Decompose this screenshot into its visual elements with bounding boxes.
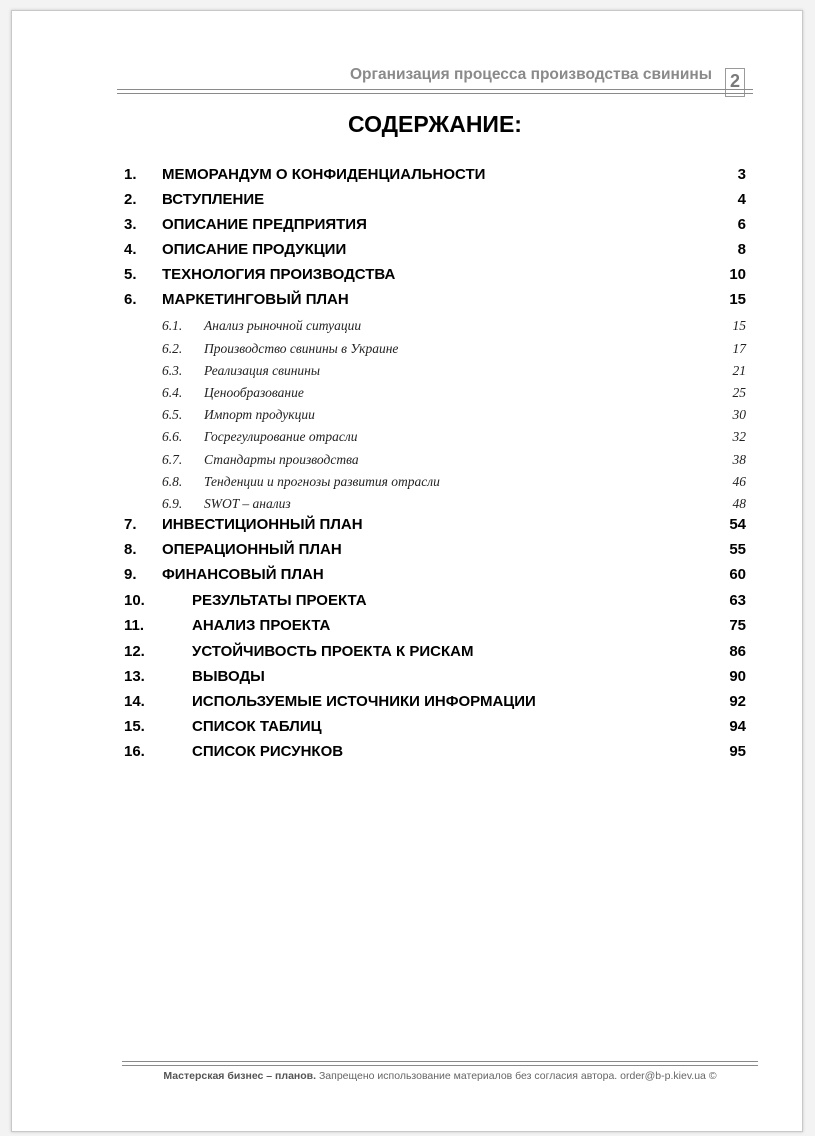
toc-entry-title: Импорт продукции bbox=[204, 407, 315, 422]
toc-entry[interactable] bbox=[124, 240, 746, 260]
toc-entry-page: 75 bbox=[729, 617, 746, 634]
toc-entry-title: Реализация свинины bbox=[204, 363, 321, 378]
toc-entry-title: Госрегулирование отрасли bbox=[204, 429, 358, 444]
toc-entry-number: 2. bbox=[124, 191, 137, 208]
toc-entry-page: 54 bbox=[729, 516, 746, 533]
toc-entry-number: 9. bbox=[124, 566, 137, 583]
toc-subentry[interactable] bbox=[124, 450, 746, 470]
toc-entry-number: 8. bbox=[124, 541, 137, 558]
page-footer bbox=[122, 1070, 758, 1082]
toc-entry-number: 6. bbox=[124, 291, 137, 308]
page-number: 2 bbox=[725, 68, 745, 97]
toc-entry[interactable] bbox=[124, 540, 746, 560]
toc-entry-page: 48 bbox=[732, 496, 746, 511]
toc-entry-number: 13. bbox=[124, 668, 145, 685]
table-of-contents bbox=[12, 11, 802, 1131]
toc-entry-page: 55 bbox=[729, 541, 746, 558]
toc-entry-page: 90 bbox=[729, 668, 746, 685]
toc-subentry[interactable] bbox=[124, 316, 746, 336]
toc-entry-page: 30 bbox=[732, 407, 746, 422]
toc-subentry[interactable] bbox=[124, 383, 746, 403]
toc-subentry[interactable] bbox=[124, 494, 746, 514]
toc-subentry[interactable] bbox=[124, 405, 746, 425]
toc-entry-page: 6 bbox=[737, 216, 746, 233]
toc-entry-title: ОПИСАНИЕ ПРЕДПРИЯТИЯ bbox=[162, 216, 367, 233]
toc-entry-title: Тенденции и прогнозы развития отрасли bbox=[204, 474, 440, 489]
toc-entry-number: 12. bbox=[124, 643, 145, 660]
toc-entry-page: 94 bbox=[729, 718, 746, 735]
toc-subentry[interactable] bbox=[124, 339, 746, 359]
toc-entry-title: АНАЛИЗ ПРОЕКТА bbox=[192, 617, 331, 634]
toc-entry-title: Ценообразование bbox=[204, 385, 304, 400]
toc-entry-page: 86 bbox=[729, 643, 746, 660]
toc-entry-number: 14. bbox=[124, 693, 145, 710]
toc-entry-number: 6.9. bbox=[162, 496, 183, 511]
toc-entry-title: ИСПОЛЬЗУЕМЫЕ ИСТОЧНИКИ ИНФОРМАЦИИ bbox=[192, 693, 536, 710]
toc-entry-page: 38 bbox=[732, 452, 746, 467]
toc-entry-title: МЕМОРАНДУМ О КОНФИДЕНЦИАЛЬНОСТИ bbox=[162, 166, 486, 183]
toc-entry-number: 5. bbox=[124, 266, 137, 283]
toc-entry-page: 63 bbox=[729, 592, 746, 609]
toc-entry-title: Анализ рыночной ситуации bbox=[204, 318, 362, 333]
footer-brand: Мастерская бизнес – планов. bbox=[163, 1070, 317, 1082]
toc-entry-page: 15 bbox=[729, 291, 746, 308]
footer-email: order@b-p.kiev.ua bbox=[620, 1070, 706, 1082]
toc-entry-title: ФИНАНСОВЫЙ ПЛАН bbox=[162, 566, 324, 583]
toc-entry-title: ВСТУПЛЕНИЕ bbox=[162, 191, 265, 208]
toc-entry[interactable] bbox=[124, 717, 746, 737]
toc-entry-page: 25 bbox=[732, 385, 746, 400]
toc-entry[interactable] bbox=[124, 742, 746, 762]
toc-entry[interactable] bbox=[124, 616, 746, 636]
toc-entry[interactable] bbox=[124, 515, 746, 535]
toc-entry-page: 95 bbox=[729, 743, 746, 760]
toc-entry-page: 4 bbox=[737, 191, 746, 208]
toc-entry[interactable] bbox=[124, 642, 746, 662]
toc-entry-number: 6.1. bbox=[162, 318, 183, 333]
toc-entry-title: Производство свинины в Украине bbox=[204, 341, 399, 356]
toc-subentry[interactable] bbox=[124, 361, 746, 381]
toc-entry-number: 6.2. bbox=[162, 341, 183, 356]
toc-entry-number: 6.5. bbox=[162, 407, 183, 422]
toc-entry-number: 7. bbox=[124, 516, 137, 533]
toc-entry-number: 6.3. bbox=[162, 363, 183, 378]
toc-entry-title: СПИСОК ТАБЛИЦ bbox=[192, 718, 322, 735]
document-page bbox=[11, 10, 803, 1132]
toc-entry-title: РЕЗУЛЬТАТЫ ПРОЕКТА bbox=[192, 592, 367, 609]
toc-entry-page: 21 bbox=[732, 363, 746, 378]
toc-entry[interactable] bbox=[124, 591, 746, 611]
toc-entry-number: 6.6. bbox=[162, 429, 183, 444]
toc-entry-page: 17 bbox=[732, 341, 746, 356]
running-header-title: Организация процесса производства свинины bbox=[349, 66, 712, 83]
toc-entry[interactable] bbox=[124, 165, 746, 185]
toc-entry[interactable] bbox=[124, 667, 746, 687]
toc-entry-number: 6.8. bbox=[162, 474, 183, 489]
toc-entry-number: 10. bbox=[124, 592, 145, 609]
toc-entry-title: SWOT – анализ bbox=[204, 496, 291, 511]
toc-entry-title: ТЕХНОЛОГИЯ ПРОИЗВОДСТВА bbox=[162, 266, 396, 283]
toc-entry[interactable] bbox=[124, 565, 746, 585]
toc-entry[interactable] bbox=[124, 190, 746, 210]
toc-entry-title: МАРКЕТИНГОВЫЙ ПЛАН bbox=[162, 291, 349, 308]
toc-entry-title: УСТОЙЧИВОСТЬ ПРОЕКТА К РИСКАМ bbox=[192, 643, 474, 660]
toc-entry-page: 92 bbox=[729, 693, 746, 710]
footer-rule bbox=[122, 1061, 758, 1066]
toc-entry-title: ОПЕРАЦИОННЫЙ ПЛАН bbox=[162, 541, 342, 558]
toc-entry[interactable] bbox=[124, 265, 746, 285]
toc-entry-number: 3. bbox=[124, 216, 137, 233]
toc-entry-number: 16. bbox=[124, 743, 145, 760]
toc-entry-title: Стандарты производства bbox=[204, 452, 359, 467]
toc-subentry[interactable] bbox=[124, 472, 746, 492]
toc-entry-number: 11. bbox=[124, 617, 145, 634]
toc-entry[interactable] bbox=[124, 215, 746, 235]
toc-entry-page: 10 bbox=[729, 266, 746, 283]
toc-entry-number: 6.4. bbox=[162, 385, 183, 400]
copyright-icon: © bbox=[708, 1070, 717, 1082]
toc-entry-page: 46 bbox=[732, 474, 746, 489]
toc-subentry[interactable] bbox=[124, 427, 746, 447]
toc-entry-number: 6.7. bbox=[162, 452, 183, 467]
toc-entry[interactable] bbox=[124, 290, 746, 310]
footer-notice: Запрещено использование материалов без согласия автора. bbox=[318, 1070, 618, 1082]
toc-entry-page: 15 bbox=[732, 318, 746, 333]
toc-heading: СОДЕРЖАНИЕ: bbox=[348, 111, 522, 137]
toc-entry-title: СПИСОК РИСУНКОВ bbox=[192, 743, 344, 760]
toc-entry-page: 32 bbox=[732, 429, 746, 444]
toc-entry-number: 4. bbox=[124, 241, 137, 258]
toc-entry-title: ВЫВОДЫ bbox=[192, 668, 265, 685]
toc-entry-page: 8 bbox=[737, 241, 746, 258]
toc-entry[interactable] bbox=[124, 692, 746, 712]
toc-entry-number: 1. bbox=[124, 166, 137, 183]
toc-entry-title: ИНВЕСТИЦИОННЫЙ ПЛАН bbox=[162, 516, 363, 533]
toc-entry-number: 15. bbox=[124, 718, 145, 735]
toc-entry-page: 60 bbox=[729, 566, 746, 583]
toc-entry-title: ОПИСАНИЕ ПРОДУКЦИИ bbox=[162, 241, 347, 258]
toc-entry-page: 3 bbox=[737, 166, 746, 183]
